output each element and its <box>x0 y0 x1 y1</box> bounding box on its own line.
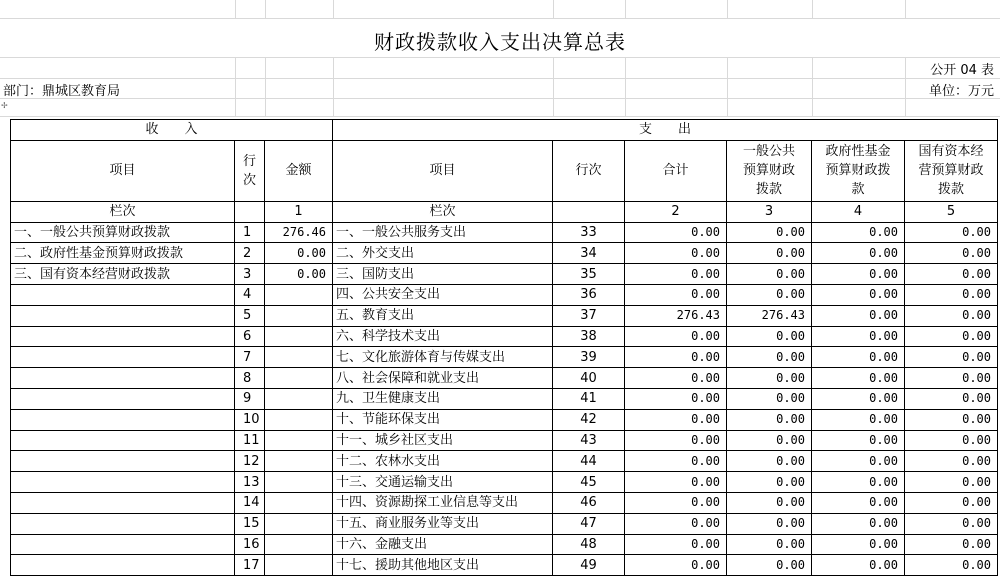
total-cell: 0.00 <box>625 347 727 368</box>
income-amount-cell <box>265 555 333 576</box>
state-capital-cell: 0.00 <box>905 472 998 493</box>
expense-header: 支 出 <box>333 120 998 141</box>
income-item-cell: 一、一般公共预算财政拨款 <box>11 222 235 243</box>
table-row <box>11 430 998 451</box>
general-budget-cell: 276.43 <box>727 305 812 326</box>
expense-line-no-cell: 37 <box>553 305 625 326</box>
expense-line-no-header: 行次 <box>553 140 625 201</box>
table-row <box>11 326 998 347</box>
total-cell: 0.00 <box>625 555 727 576</box>
expense-line-no-cell: 36 <box>553 284 625 305</box>
table-row <box>11 264 998 285</box>
state-capital-cell: 0.00 <box>905 534 998 555</box>
expense-line-no-cell: 35 <box>553 264 625 285</box>
state-capital-cell: 0.00 <box>905 492 998 513</box>
state-capital-cell: 0.00 <box>905 326 998 347</box>
total-cell: 0.00 <box>625 492 727 513</box>
income-item-cell <box>11 534 235 555</box>
income-item-cell <box>11 513 235 534</box>
gov-fund-cell: 0.00 <box>812 368 905 389</box>
table-row <box>11 451 998 472</box>
gov-fund-header: 政府性基金预算财政拨款 <box>812 140 905 201</box>
expense-item-cell: 二、外交支出 <box>333 243 553 264</box>
expense-line-col-blank <box>553 201 625 222</box>
general-budget-cell: 0.00 <box>727 264 812 285</box>
state-capital-cell: 0.00 <box>905 513 998 534</box>
income-line-no-header: 行次 <box>235 140 265 201</box>
expense-item-cell: 十四、资源勘探工业信息等支出 <box>333 492 553 513</box>
general-budget-cell: 0.00 <box>727 430 812 451</box>
income-item-cell <box>11 430 235 451</box>
expense-item-cell: 一、一般公共服务支出 <box>333 222 553 243</box>
general-budget-cell: 0.00 <box>727 534 812 555</box>
gov-fund-cell: 0.00 <box>812 492 905 513</box>
income-amount-cell <box>265 513 333 534</box>
income-line-col-blank <box>235 201 265 222</box>
gov-fund-cell: 0.00 <box>812 451 905 472</box>
general-budget-cell: 0.00 <box>727 555 812 576</box>
state-capital-cell: 0.00 <box>905 264 998 285</box>
col-3: 3 <box>727 201 812 222</box>
income-col-label: 栏次 <box>11 201 235 222</box>
expense-line-no-cell: 48 <box>553 534 625 555</box>
expense-item-cell: 三、国防支出 <box>333 264 553 285</box>
gov-fund-cell: 0.00 <box>812 388 905 409</box>
income-item-cell <box>11 284 235 305</box>
total-cell: 0.00 <box>625 513 727 534</box>
state-capital-cell: 0.00 <box>905 555 998 576</box>
income-amount-cell: 276.46 <box>265 222 333 243</box>
total-cell: 0.00 <box>625 368 727 389</box>
expense-line-no-cell: 43 <box>553 430 625 451</box>
expense-line-no-cell: 39 <box>553 347 625 368</box>
gov-fund-cell: 0.00 <box>812 305 905 326</box>
form-number: 公开 04 表 <box>930 63 994 78</box>
total-cell: 0.00 <box>625 326 727 347</box>
expense-line-no-cell: 34 <box>553 243 625 264</box>
income-amount-cell <box>265 409 333 430</box>
income-amount-cell <box>265 430 333 451</box>
state-capital-cell: 0.00 <box>905 347 998 368</box>
expense-item-cell: 十、节能环保支出 <box>333 409 553 430</box>
general-budget-header: 一般公共预算财政拨款 <box>727 140 812 201</box>
table-row <box>11 472 998 493</box>
state-capital-cell: 0.00 <box>905 430 998 451</box>
col-5: 5 <box>905 201 998 222</box>
income-item-cell: 二、政府性基金预算财政拨款 <box>11 243 235 264</box>
state-capital-cell: 0.00 <box>905 305 998 326</box>
total-cell: 0.00 <box>625 264 727 285</box>
income-item-cell <box>11 492 235 513</box>
state-capital-header: 国有资本经营预算财政拨款 <box>905 140 998 201</box>
total-cell: 0.00 <box>625 534 727 555</box>
expense-line-no-cell: 33 <box>553 222 625 243</box>
income-line-no-cell: 5 <box>235 305 265 326</box>
general-budget-cell: 0.00 <box>727 451 812 472</box>
department-label: 部门：鼎城区教育局 <box>3 84 121 99</box>
expense-item-cell: 七、文化旅游体育与传媒支出 <box>333 347 553 368</box>
income-amount-header: 金额 <box>265 140 333 201</box>
general-budget-cell: 0.00 <box>727 492 812 513</box>
income-line-no-cell: 16 <box>235 534 265 555</box>
move-handle-icon[interactable]: ✢ <box>1 101 8 110</box>
general-budget-cell: 0.00 <box>727 222 812 243</box>
total-cell: 0.00 <box>625 222 727 243</box>
general-budget-cell: 0.00 <box>727 388 812 409</box>
table-row <box>11 492 998 513</box>
gov-fund-cell: 0.00 <box>812 264 905 285</box>
income-amount-cell <box>265 534 333 555</box>
state-capital-cell: 0.00 <box>905 388 998 409</box>
income-amount-cell <box>265 388 333 409</box>
table-row <box>11 243 998 264</box>
income-line-no-cell: 13 <box>235 472 265 493</box>
col-2: 2 <box>625 201 727 222</box>
income-item-cell <box>11 368 235 389</box>
income-header: 收 入 <box>11 120 333 141</box>
expense-item-cell: 四、公共安全支出 <box>333 284 553 305</box>
state-capital-cell: 0.00 <box>905 368 998 389</box>
income-item-cell <box>11 451 235 472</box>
expense-item-cell: 十二、农林水支出 <box>333 451 553 472</box>
gov-fund-cell: 0.00 <box>812 513 905 534</box>
state-capital-cell: 0.00 <box>905 409 998 430</box>
gov-fund-cell: 0.00 <box>812 409 905 430</box>
total-cell: 0.00 <box>625 430 727 451</box>
income-item-cell <box>11 409 235 430</box>
expense-line-no-cell: 40 <box>553 368 625 389</box>
expense-item-cell: 十五、商业服务业等支出 <box>333 513 553 534</box>
col-4: 4 <box>812 201 905 222</box>
total-cell: 0.00 <box>625 451 727 472</box>
income-item-cell <box>11 555 235 576</box>
header-row-columns <box>11 140 998 201</box>
general-budget-cell: 0.00 <box>727 243 812 264</box>
expense-item-cell: 六、科学技术支出 <box>333 326 553 347</box>
header-row-group <box>11 120 998 141</box>
income-amount-cell <box>265 492 333 513</box>
income-amount-cell: 0.00 <box>265 264 333 285</box>
income-item-cell <box>11 305 235 326</box>
income-amount-cell <box>265 472 333 493</box>
expense-line-no-cell: 41 <box>553 388 625 409</box>
state-capital-cell: 0.00 <box>905 222 998 243</box>
gov-fund-cell: 0.00 <box>812 222 905 243</box>
general-budget-cell: 0.00 <box>727 513 812 534</box>
income-line-no-cell: 10 <box>235 409 265 430</box>
expense-item-cell: 八、社会保障和就业支出 <box>333 368 553 389</box>
col-1: 1 <box>265 201 333 222</box>
gov-fund-cell: 0.00 <box>812 326 905 347</box>
table-row <box>11 388 998 409</box>
income-line-no-cell: 11 <box>235 430 265 451</box>
income-amount-cell <box>265 326 333 347</box>
total-header: 合计 <box>625 140 727 201</box>
gov-fund-cell: 0.00 <box>812 243 905 264</box>
income-line-no-cell: 9 <box>235 388 265 409</box>
total-cell: 0.00 <box>625 472 727 493</box>
income-line-no-cell: 14 <box>235 492 265 513</box>
general-budget-cell: 0.00 <box>727 326 812 347</box>
total-cell: 0.00 <box>625 409 727 430</box>
expense-line-no-cell: 42 <box>553 409 625 430</box>
gov-fund-cell: 0.00 <box>812 555 905 576</box>
income-line-no-cell: 8 <box>235 368 265 389</box>
finance-table <box>10 119 998 576</box>
table-row <box>11 534 998 555</box>
column-number-row <box>11 201 998 222</box>
table-row <box>11 368 998 389</box>
income-item-cell <box>11 472 235 493</box>
income-amount-cell <box>265 347 333 368</box>
total-cell: 0.00 <box>625 284 727 305</box>
expense-line-no-cell: 44 <box>553 451 625 472</box>
table-row <box>11 347 998 368</box>
expense-item-cell: 十一、城乡社区支出 <box>333 430 553 451</box>
expense-line-no-cell: 47 <box>553 513 625 534</box>
total-cell: 0.00 <box>625 388 727 409</box>
state-capital-cell: 0.00 <box>905 284 998 305</box>
income-line-no-cell: 2 <box>235 243 265 264</box>
income-item-cell <box>11 326 235 347</box>
expense-line-no-cell: 38 <box>553 326 625 347</box>
total-cell: 276.43 <box>625 305 727 326</box>
general-budget-cell: 0.00 <box>727 347 812 368</box>
expense-item-header: 项目 <box>333 140 553 201</box>
general-budget-cell: 0.00 <box>727 472 812 493</box>
expense-col-label: 栏次 <box>333 201 553 222</box>
income-amount-cell <box>265 451 333 472</box>
gov-fund-cell: 0.00 <box>812 347 905 368</box>
income-amount-cell <box>265 368 333 389</box>
gov-fund-cell: 0.00 <box>812 284 905 305</box>
income-item-cell <box>11 388 235 409</box>
income-amount-cell <box>265 284 333 305</box>
state-capital-cell: 0.00 <box>905 243 998 264</box>
table-row <box>11 513 998 534</box>
expense-item-cell: 五、教育支出 <box>333 305 553 326</box>
table-row <box>11 409 998 430</box>
income-amount-cell: 0.00 <box>265 243 333 264</box>
income-line-no-cell: 4 <box>235 284 265 305</box>
income-line-no-cell: 1 <box>235 222 265 243</box>
income-line-no-cell: 15 <box>235 513 265 534</box>
table-row <box>11 555 998 576</box>
report-title: 财政拨款收入支出决算总表 <box>374 30 626 54</box>
table-row <box>11 222 998 243</box>
general-budget-cell: 0.00 <box>727 368 812 389</box>
expense-item-cell: 十七、援助其他地区支出 <box>333 555 553 576</box>
income-item-header: 项目 <box>11 140 235 201</box>
general-budget-cell: 0.00 <box>727 284 812 305</box>
expense-item-cell: 十三、交通运输支出 <box>333 472 553 493</box>
income-amount-cell <box>265 305 333 326</box>
income-item-cell <box>11 347 235 368</box>
total-cell: 0.00 <box>625 243 727 264</box>
income-line-no-cell: 6 <box>235 326 265 347</box>
income-item-cell: 三、国有资本经营财政拨款 <box>11 264 235 285</box>
income-line-no-cell: 7 <box>235 347 265 368</box>
expense-line-no-cell: 45 <box>553 472 625 493</box>
unit-label: 单位：万元 <box>928 84 994 99</box>
income-line-no-cell: 3 <box>235 264 265 285</box>
gov-fund-cell: 0.00 <box>812 430 905 451</box>
table-row <box>11 305 998 326</box>
income-line-no-cell: 12 <box>235 451 265 472</box>
income-line-no-cell: 17 <box>235 555 265 576</box>
state-capital-cell: 0.00 <box>905 451 998 472</box>
expense-item-cell: 十六、金融支出 <box>333 534 553 555</box>
expense-line-no-cell: 46 <box>553 492 625 513</box>
general-budget-cell: 0.00 <box>727 409 812 430</box>
expense-item-cell: 九、卫生健康支出 <box>333 388 553 409</box>
gov-fund-cell: 0.00 <box>812 534 905 555</box>
gov-fund-cell: 0.00 <box>812 472 905 493</box>
table-row <box>11 284 998 305</box>
expense-line-no-cell: 49 <box>553 555 625 576</box>
